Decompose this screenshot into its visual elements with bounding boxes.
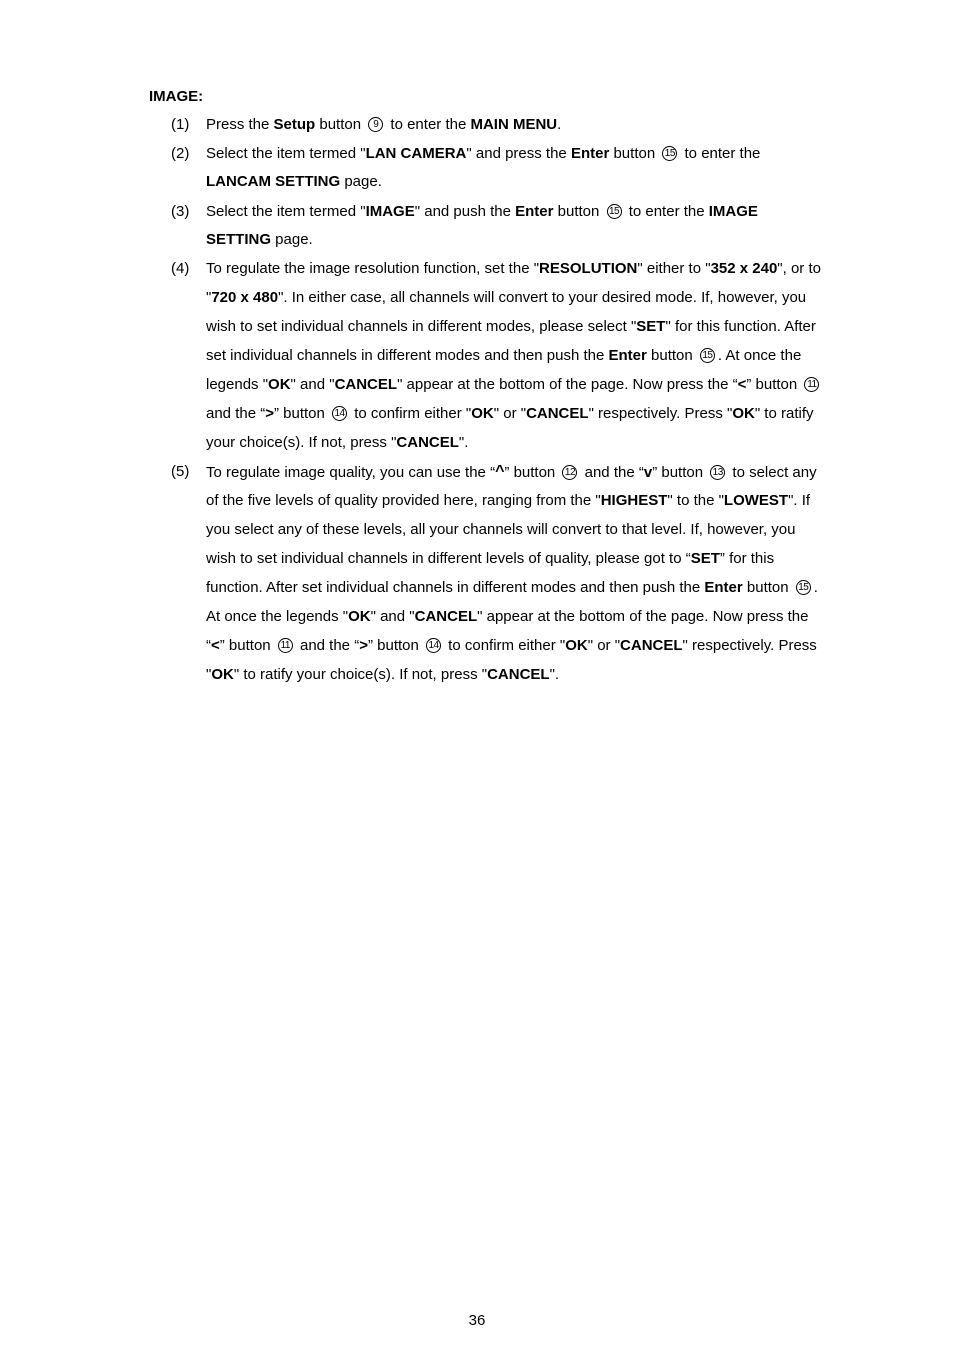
step-number: (2): [171, 145, 190, 162]
bold-term: SET: [690, 550, 720, 567]
bold-term: <: [211, 637, 220, 654]
bold-term: SET: [636, 318, 666, 335]
bold-term: IMAGE: [365, 203, 415, 220]
text-line: of the five levels of quality provided here, ranging from the "HIGHEST" to the "LOWEST". If: [206, 492, 811, 509]
text-line: SETTING page.: [206, 231, 313, 248]
bold-term: OK: [348, 608, 371, 625]
bold-term: OK: [471, 405, 494, 422]
bold-term: OK: [732, 405, 755, 422]
text-line: LANCAM SETTING page.: [206, 173, 382, 190]
circled-number-icon: 15: [700, 348, 715, 363]
bold-term: >: [359, 637, 368, 654]
bold-term: OK: [211, 666, 234, 683]
circled-number-icon: 13: [710, 465, 725, 480]
bold-term: v: [643, 464, 653, 481]
bold-term: 720 x 480: [211, 289, 279, 306]
bold-term: LANCAM SETTING: [206, 173, 341, 190]
bold-term: CANCEL: [334, 376, 398, 393]
text-line: function. After set individual channels in different modes and then push the Enter button 15 .: [206, 579, 818, 596]
bold-term: IMAGE: [708, 203, 758, 220]
bold-term: 352 x 240: [710, 260, 778, 277]
text-line: you select any of these levels, all your channels will convert to that level. If, however, you: [206, 521, 796, 538]
bold-term: OK: [565, 637, 588, 654]
step-text: [206, 144, 871, 192]
bold-term: HIGHEST: [600, 492, 668, 509]
step-number: (3): [171, 203, 190, 220]
step-text: [206, 462, 871, 685]
circled-number-icon: 11: [804, 377, 819, 392]
bold-term: Enter: [608, 347, 647, 364]
text-line: Select the item termed "IMAGE" and push the Enter button 15 to enter the IMAGE: [206, 203, 758, 220]
bold-term: MAIN MENU: [470, 116, 558, 133]
text-line: To regulate image quality, you can use the “^” button 12 and the “v” button 13 to select any: [206, 463, 817, 481]
circled-number-icon: 12: [562, 465, 577, 480]
circled-number-icon: 15: [662, 146, 677, 161]
bold-term: CANCEL: [487, 666, 550, 683]
caret-symbol: ^: [495, 463, 505, 480]
circled-number-icon: 15: [607, 204, 622, 219]
bold-term: LOWEST: [723, 492, 789, 509]
step-text: [206, 115, 871, 135]
text-line: and the “>” button 14 to confirm either "OK" or "CANCEL" respectively. Press "OK" to ratify: [206, 405, 814, 422]
bold-term: Setup: [273, 116, 316, 133]
section-heading: IMAGE:: [149, 88, 204, 105]
bold-term: Enter: [515, 203, 554, 220]
text-line: Select the item termed "LAN CAMERA" and press the Enter button 15 to enter the: [206, 145, 761, 162]
circled-number-icon: 14: [332, 406, 347, 421]
circled-number-icon: 11: [278, 638, 293, 653]
step-number: (5): [171, 463, 190, 480]
bold-term: LAN CAMERA: [365, 145, 467, 162]
text-line: your choice(s). If not, press "CANCEL".: [206, 434, 469, 451]
text-line: “<” button 11 and the “>” button 14 to confirm either "OK" or "CANCEL" respectively. Press: [206, 637, 817, 654]
step-text: [206, 259, 871, 453]
bold-term: CANCEL: [526, 405, 589, 422]
bold-term: OK: [268, 376, 291, 393]
circled-number-icon: 14: [426, 638, 441, 653]
bold-term: Enter: [704, 579, 743, 596]
text-line: At once the legends "OK" and "CANCEL" appear at the bottom of the page. Now press the: [206, 608, 809, 625]
bold-term: <: [737, 376, 747, 393]
step-number: (1): [171, 116, 190, 133]
text-line: "OK" to ratify your choice(s). If not, press "CANCEL".: [206, 666, 560, 683]
text-line: wish to set individual channels in different modes, please select "SET" for this function. After: [206, 318, 816, 335]
circled-number-icon: 9: [368, 117, 383, 132]
bold-term: CANCEL: [414, 608, 478, 625]
bold-term: CANCEL: [620, 637, 683, 654]
text-line: To regulate the image resolution function, set the "RESOLUTION" either to "352 x 240", or to: [206, 260, 821, 277]
text-line: "720 x 480". In either case, all channels will convert to your desired mode. If, however, you: [206, 289, 807, 306]
bold-term: Enter: [570, 145, 610, 162]
circled-number-icon: 15: [796, 580, 811, 595]
step-text: [206, 202, 871, 250]
step-number: (4): [171, 260, 190, 277]
text-line: Press the Setup button 9 to enter the MAIN MENU.: [206, 116, 562, 133]
bold-term: >: [265, 405, 274, 422]
bold-term: CANCEL: [396, 434, 459, 451]
text-line: wish to set individual channels in different levels of quality, please got to “SET” for this: [206, 550, 775, 567]
bold-term: SETTING: [206, 231, 272, 248]
text-line: set individual channels in different modes and then push the Enter button 15 . At once the: [206, 347, 802, 364]
page-number: 36: [468, 1312, 486, 1329]
bold-term: RESOLUTION: [539, 260, 638, 277]
text-line: legends "OK" and "CANCEL" appear at the bottom of the page. Now press the “<” button 11: [206, 375, 871, 395]
